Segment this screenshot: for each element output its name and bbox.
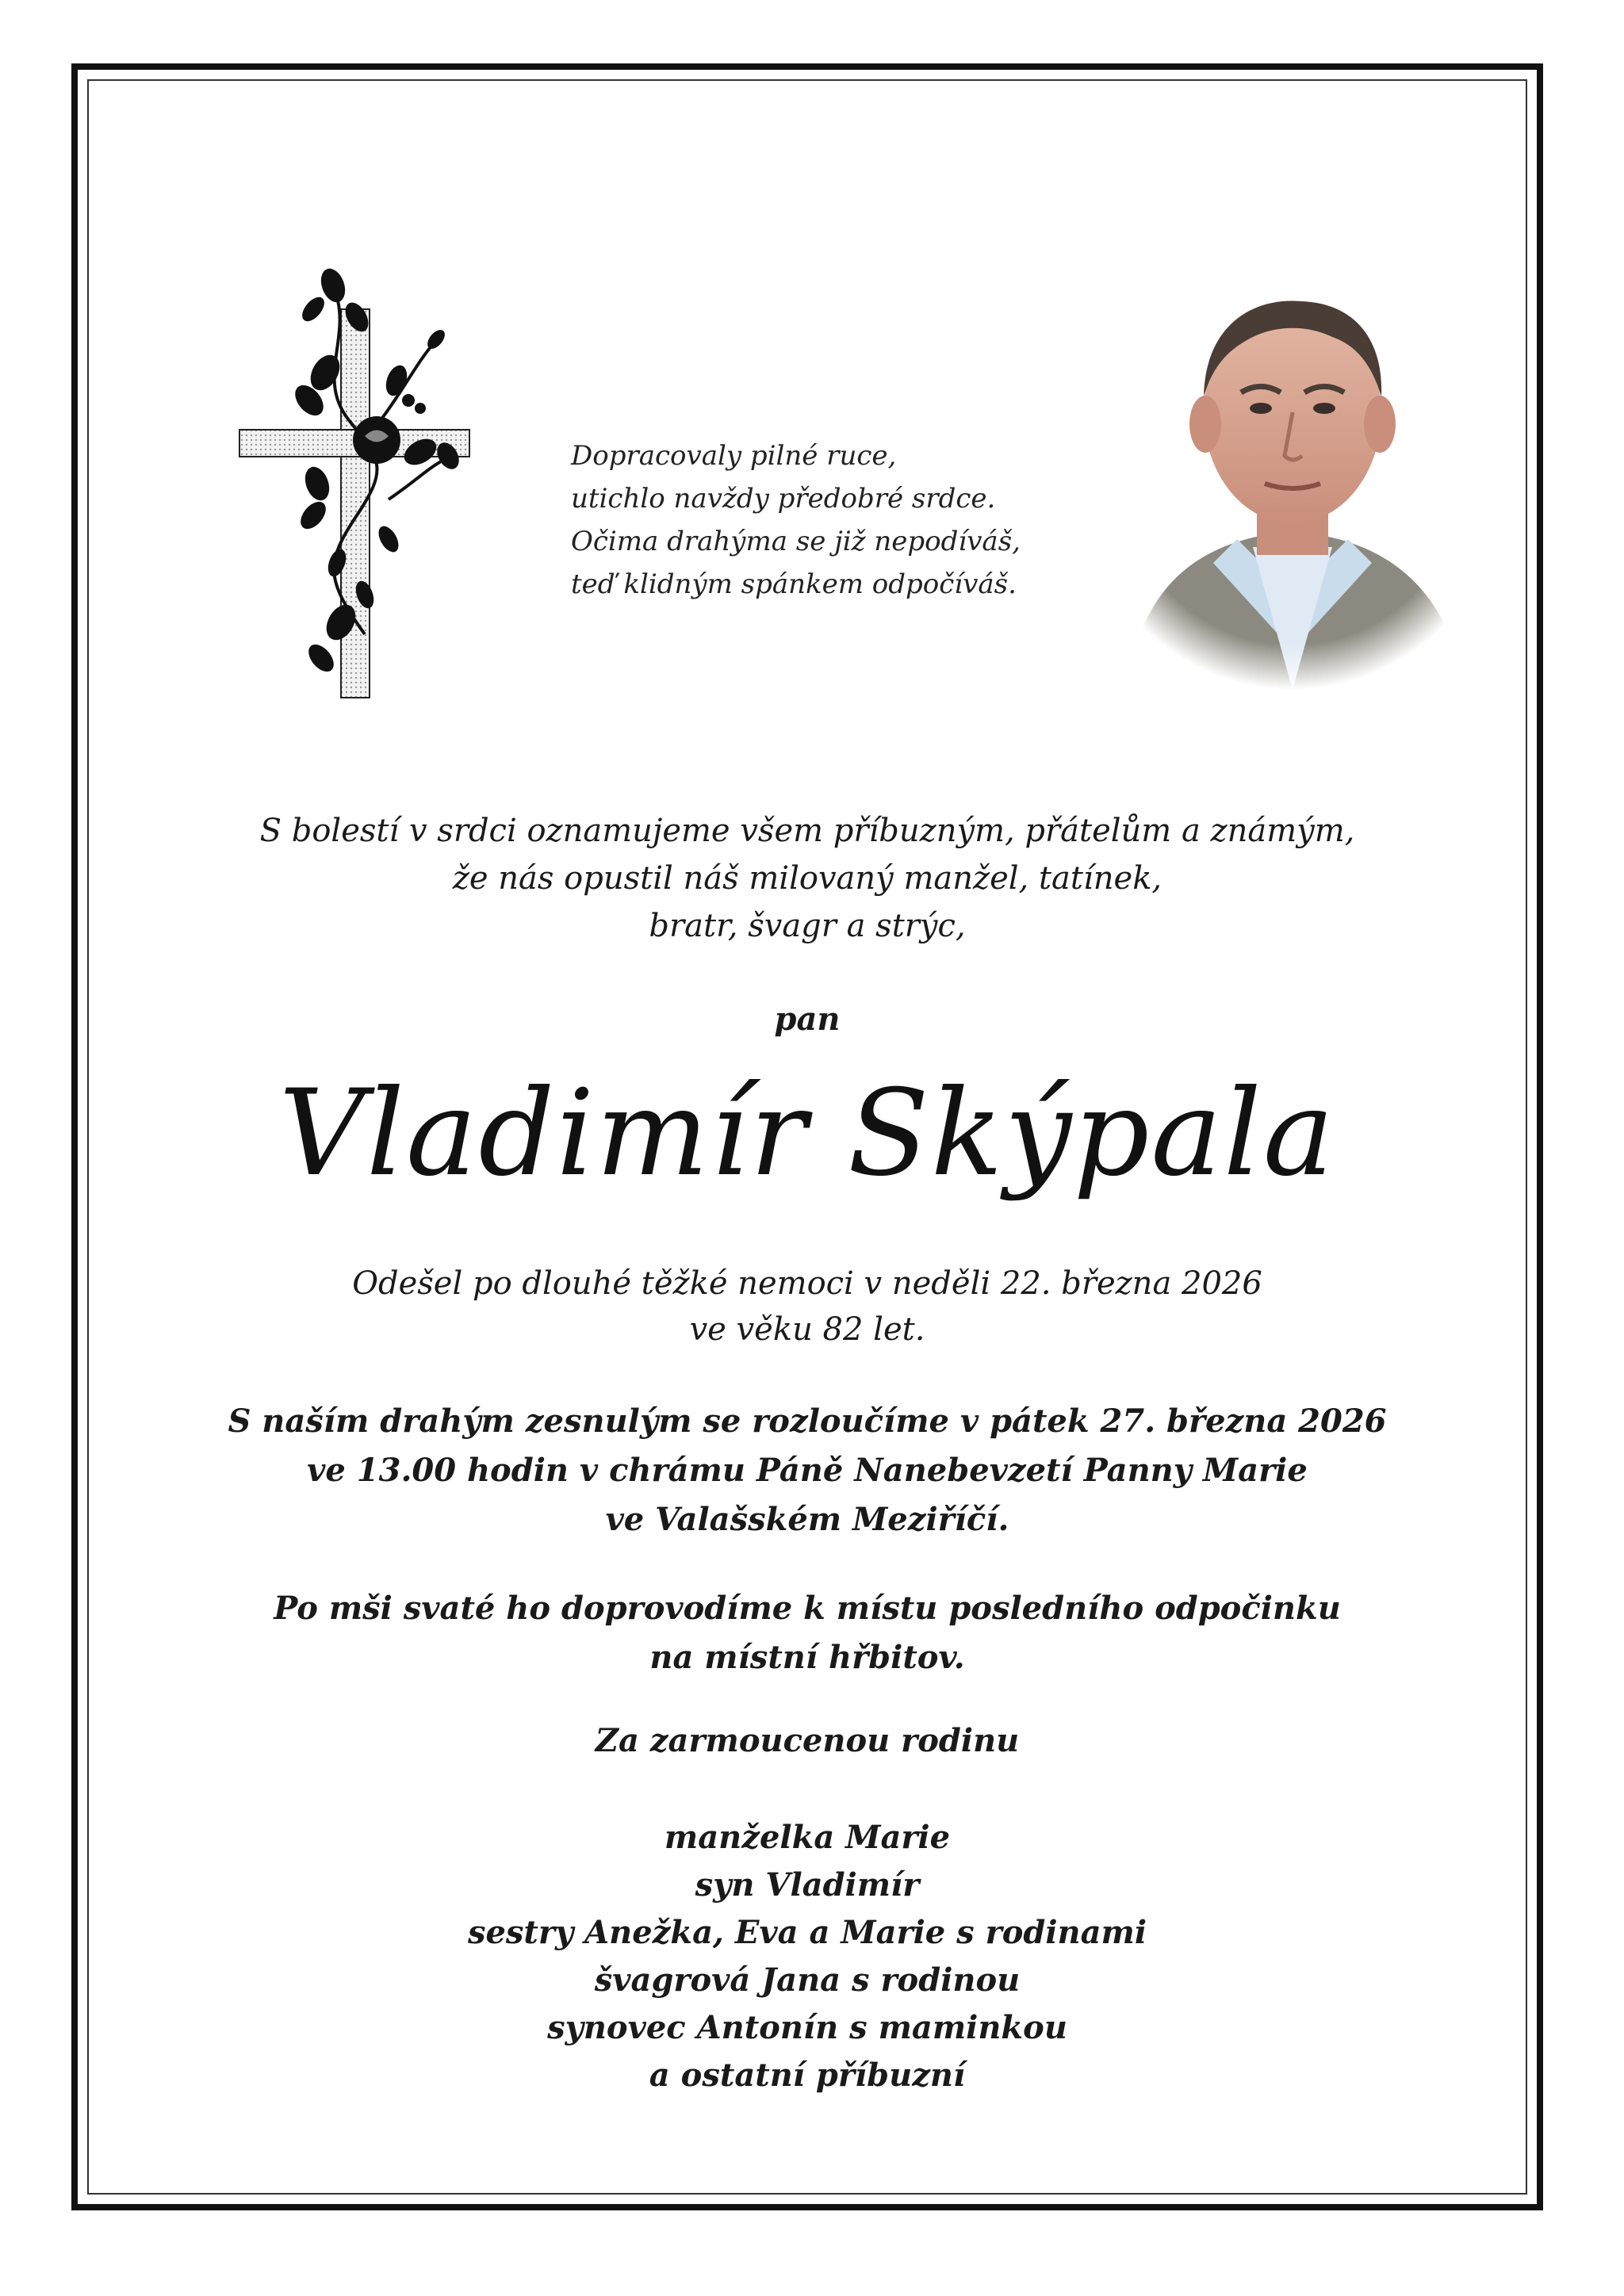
death-info	[87, 1261, 1527, 1353]
burial-line: na místní hřbitov.	[649, 1639, 965, 1676]
poem-line: utichlo navždy předobré srdce.	[571, 483, 996, 515]
poem	[571, 434, 1047, 606]
poem-line: teď klidným spánkem odpočíváš.	[571, 568, 1017, 600]
announcement-line: že nás opustil náš milovaný manžel, tatínek,	[452, 860, 1162, 897]
ceremony-line: ve Valašském Meziříčí.	[605, 1501, 1009, 1538]
announcement-line: S bolestí v srdci oznamujeme všem příbuzným, přátelům a známým,	[259, 813, 1355, 849]
death-info-line: ve věku 82 let.	[689, 1311, 925, 1348]
ceremony-line: S naším drahým zesnulým se rozloučíme v pátek 27. března 2026	[228, 1402, 1387, 1440]
poem-line: Dopracovaly pilné ruce,	[571, 440, 897, 472]
family-heading: Za zarmoucenou rodinu	[595, 1722, 1020, 1759]
death-info-line: Odešel po dlouhé těžké nemoci v neděli 22. března 2026	[352, 1265, 1262, 1302]
family-list	[87, 1814, 1527, 2099]
burial-line: Po mši svaté ho doprovodíme k místu posledního odpočinku	[274, 1590, 1341, 1627]
poem-line: Očima drahýma se již nepodíváš,	[571, 526, 1021, 557]
ceremony-info	[87, 1397, 1527, 1544]
family-member: syn Vladimír	[695, 1866, 920, 1904]
family-member: synovec Antonín s maminkou	[547, 2009, 1067, 2046]
cross-with-roses-icon	[230, 262, 492, 706]
title-prefix: pan	[774, 1001, 841, 1038]
family-member: a ostatní příbuzní	[649, 2057, 966, 2094]
deceased-name: Vladimír Skýpala	[278, 1065, 1336, 1203]
announcement	[87, 807, 1527, 950]
announcement-line: bratr, švagr a strýc,	[649, 908, 966, 944]
family-member: sestry Anežka, Eva a Marie s rodinami	[467, 1914, 1147, 1951]
family-member: švagrová Jana s rodinou	[594, 1961, 1021, 1999]
burial-info	[87, 1584, 1527, 1682]
ceremony-line: ve 13.00 hodin v chrámu Páně Nanebevzetí Panny Marie	[307, 1452, 1308, 1489]
portrait-photo	[1094, 277, 1491, 690]
family-member: manželka Marie	[664, 1819, 951, 1856]
